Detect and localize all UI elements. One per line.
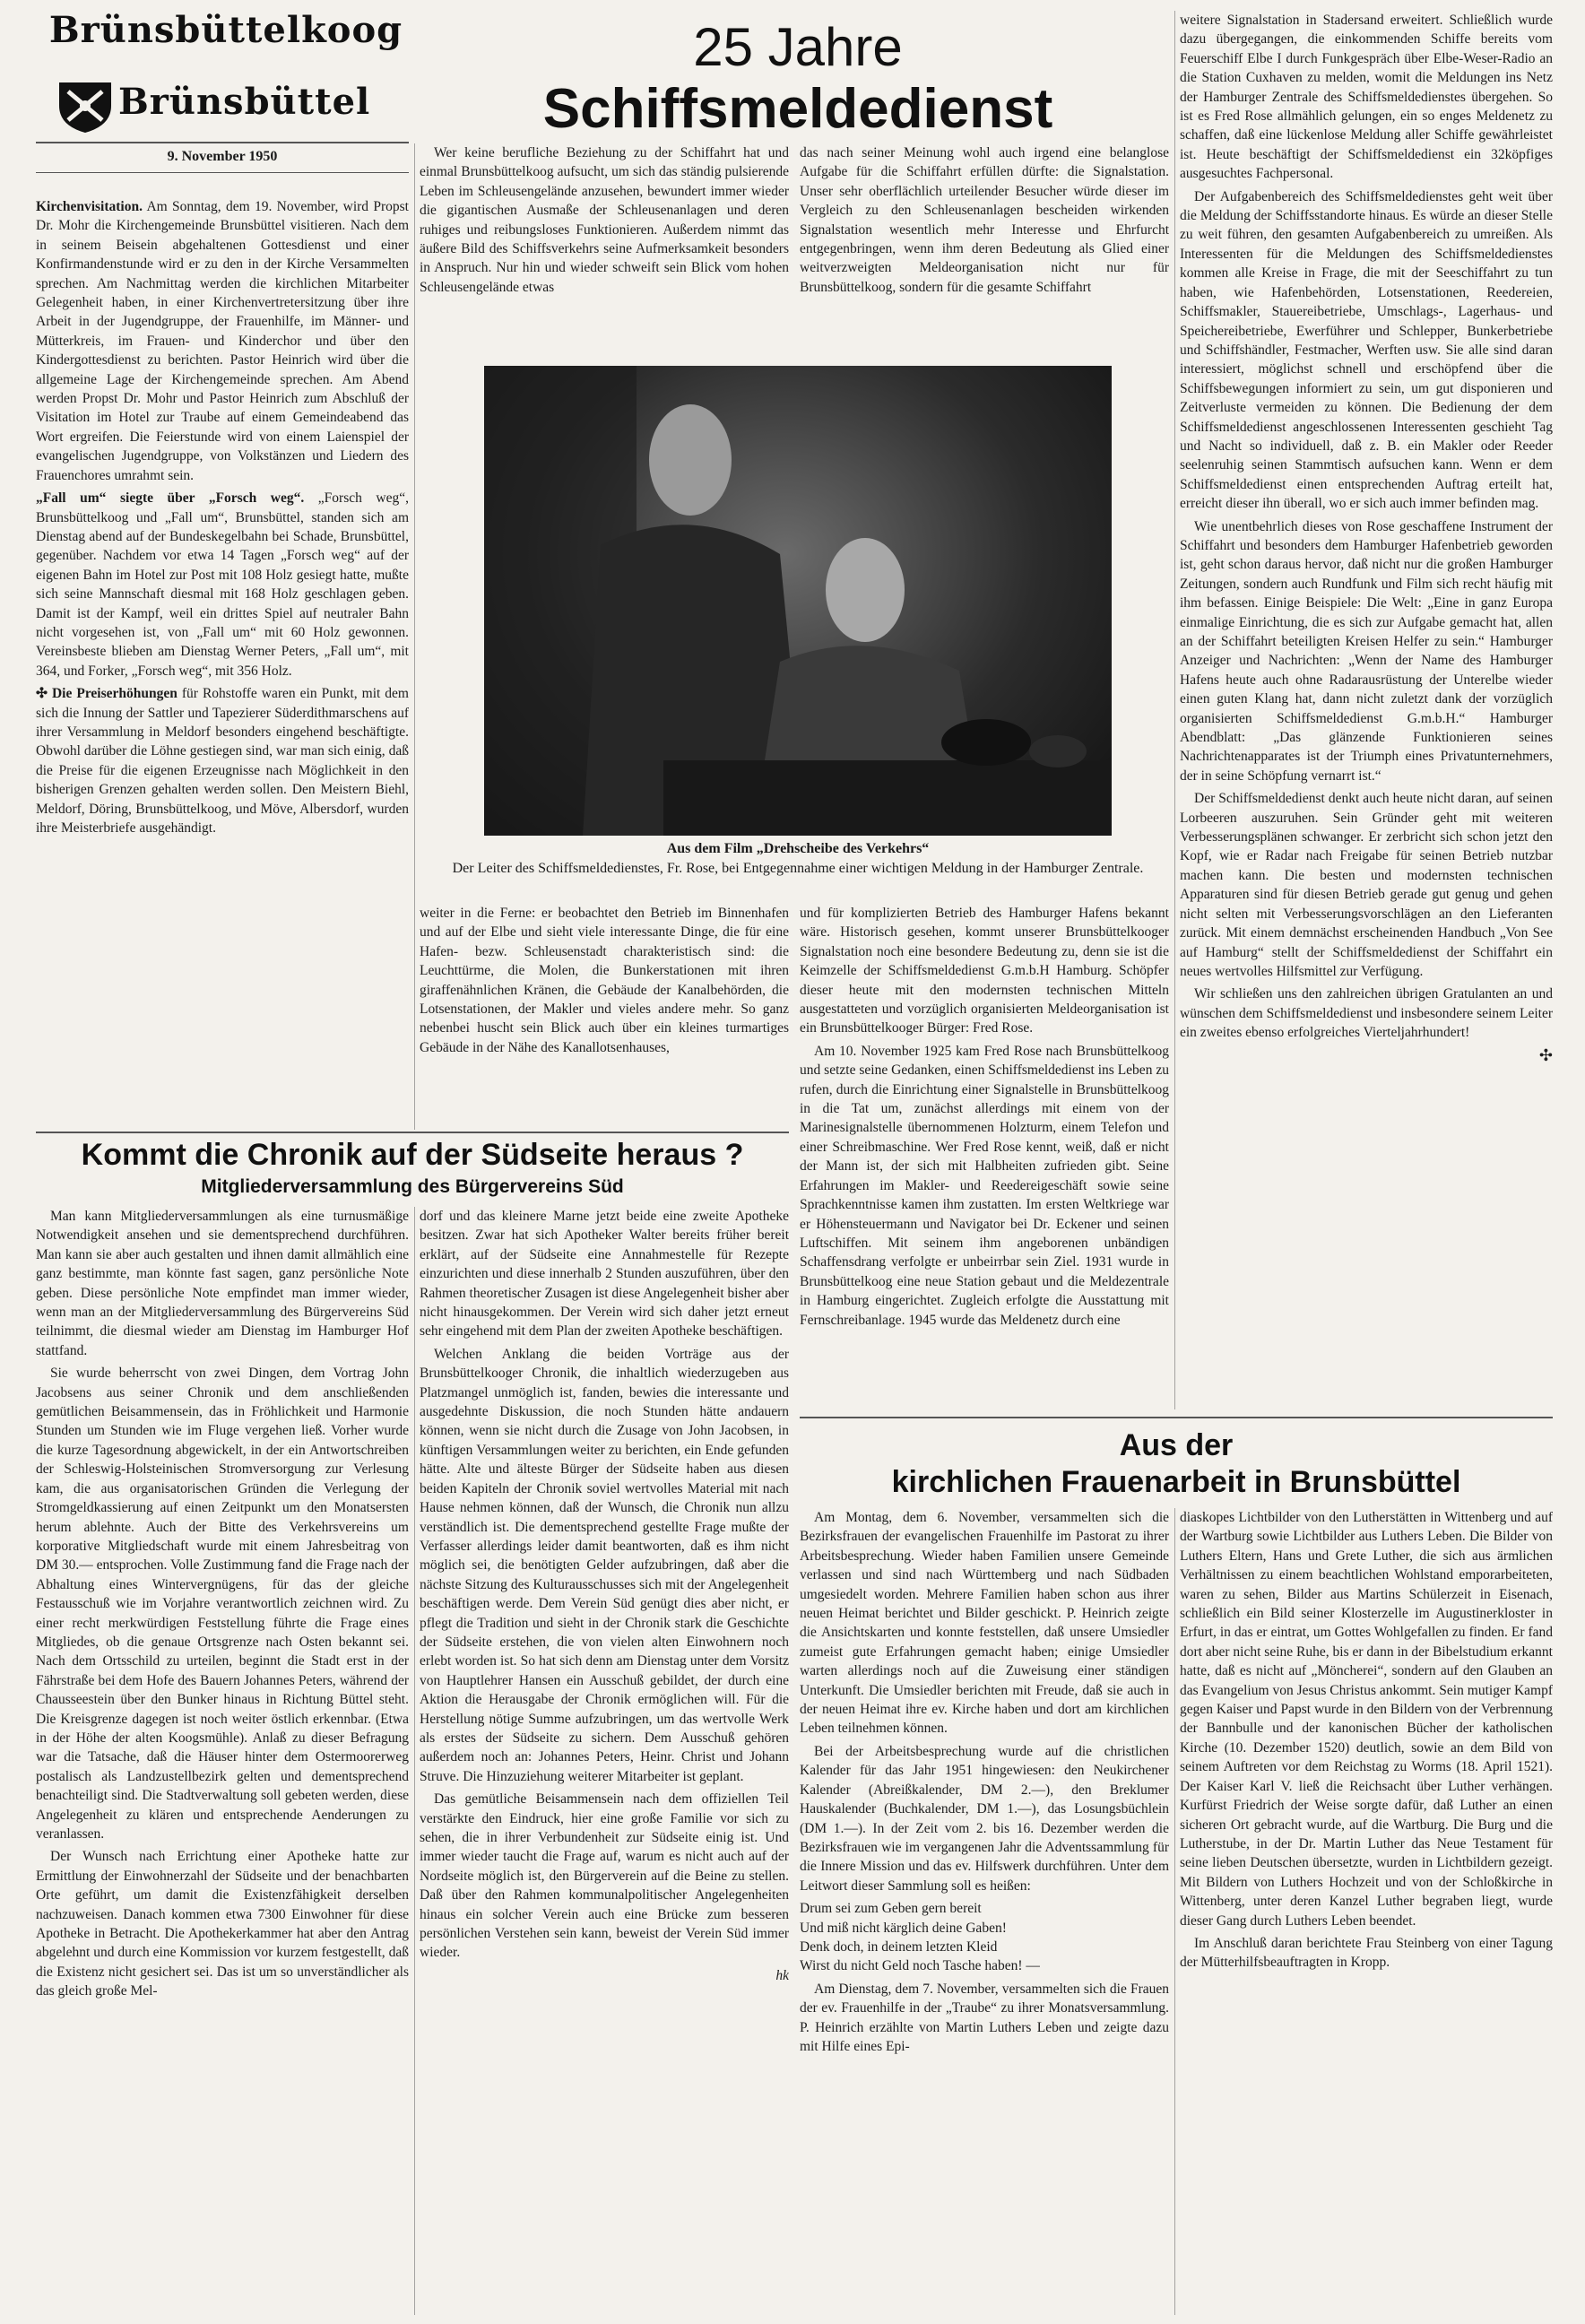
masthead-title: Brünsbüttelkoog [48,9,403,51]
chronik-subhead: Mitgliederversammlung des Bürgervereins Süd [201,1176,624,1197]
feature-col-d [800,904,1169,1388]
crest-icon [54,79,117,134]
chronik-paragraph: Der Wunsch nach Errichtung einer Apotheke hatte zur Ermittlung der Einwohnerzahl der Südseite und der benachbarten Orte geführt, um damit die Existenzfähigkeit derselben nachzuweisen. Danach kommen etwa 7300 Einwohner für diese Apotheke in Betracht. Die Apothekerkammer hat aber den Antrag abgelehnt und durch eine Kommission vor kurzem festgestellt, daß die Existenz nicht gesichert sei. Das ist um so unverständlicher als das gleich große Mel- [36,1849,409,1999]
feature-paragraph: weitere Signalstation in Stadersand erweitert. Schließlich wurde dazu übergegangen, die einkommenden Schiffe bereits vom Feuerschiff Elbe I durch Funkgespräch über Elbe-Weser-Radio an die Station Cuxhaven zu melden, womit die Meldungen ins Netz der Hamburger Zentrale des Schiffsmeldedienstes übergehen. So ist es Fred Rose allmählich gelungen, ein so enges Meldenetz zu schaffen, daß eine lückenlose Meldung aller Schiffe gewährleistet ist. Heute beschäftigt der Schiffsmeldedienst ein 32köpfiges ausgesuchtes Fachpersonal. [1180,13,1553,182]
poem-line: Wirst du nicht Geld noch Tasche haben! — [800,1958,1040,1974]
chronik-paragraph: Welchen Anklang die beiden Vorträge aus der Brunsbüttelkooger Chronik, die inhaltlich wiederzugeben aus Platzmangel unmöglich ist, fanden, bewies die interessante und ausgedehnte Diskussion, die noch Stunden hätte andauern können, wenn sie nicht durch die Zusage von John Jacobsen, in künftigen Versammlungen weiter zu berichten, ein Ende gefunden hätte. Alte und älteste Bürger der Südseite haben aus diesen beiden Kapiteln der Chronik soviel wertvolles Material mit nach Hause nehmen können, daß der Wunsch, die Chronik nun allzu verständlich ist. Die dementsprechend gestellte Frage mußte der Verfasser allerdings leider damit beantworten, daß es ihm nicht möglich sei, die benötigten Gelder aufzubringen, daß aber die nächste Sitzung des Kulturausschusses sich mit der Angelegenheit beschäftigen werde. Dem Verein Süd genügt dies aber nicht, er pflegt die Tradition und sieht in der Chronik stark die Geschichte der Südseite erstehen, die von vielen alten Einwohnern noch erlebt worden ist. So hat sich denn am Dienstag unter dem Vorsitz von Hauptlehrer Hansen ein Ausschuß gebildet, der durch eine Aktion die Herausgabe der Chronik ermöglichen will. Für die Herstellung nötige Summe aufzubringen, um das wertvolle Werk als erstes der Südseite zu sichern. Dem Ausschuß gehören außerdem noch an: Johannes Peters, Heinr. Christ und Johann Struve. Die Hinzuziehung weiterer Mitarbeiter ist geplant. [420,1346,789,1784]
frauen-paragraph: Bei der Arbeitsbesprechung wurde auf die christlichen Kalender für das Jahr 1951 hingewiesen: den Neukirchener Kalender (Abreißkalender, DM 2.—), den Breklumer Hauskalender (Buchkalender, DM 1.—), das Losungsbüchlein (DM 1.—). In der Zeit vom 2. bis 16. Dezember werden die Bezirksfrauen wie im vergangenen Jahr die Adventssammlung für die Innere Mission und das ev. Hilfswerk durchführen. Unter dem Leitwort dieser Sammlung soll es heißen: [800,1743,1169,1894]
feature-paragraph: das nach seiner Meinung wohl auch irgend eine belanglose Aufgabe für die Schiffahrt erfüllen dürfte: die Signalstation. Unser sehr oberflächlich urteilender Besucher würde dieser im Vergleich zu den Schleusenanlagen bescheiden wirkenden Signalstation wesentlich mehr Interesse und Ehrfurcht entgegenbringen, wenn ihm deren Bedeutung als Glied einer weitverzweigten Meldeorganisation nicht nur für Brunsbüttelkoog, sondern für die gesamte Schiffahrt [800,145,1169,295]
column-rule [1174,11,1175,1409]
article-preiserhoehungen: ✣ Die Preiserhöhungen für Rohstoffe waren ein Punkt, mit dem sich die Innung der Sattler und Tapezierer Süderdithmarschens auf ihrer Versammlung in Meldorf besonders eingehend beschäftigte. Obwohl darüber die Löhne gestiegen sind, war man sich einig, daß die Preise für die eigenen Erzeugnisse nach Möglichkeit in den bisherigen Grenzen gehalten werden sollen. Den Meistern Biehl, Meldorf, Döring, Brunsbüttelkoog, und Möve, Albersdorf, wurden ihre Meisterbriefe ausgehändigt. [36,686,409,836]
feature-paragraph: Der Schiffsmeldedienst denkt auch heute nicht daran, auf seinen Lorbeeren auszuruhen. Sein Gründer geht mit weiteren Verbesserungsplänen schwanger. Er zerbricht sich schon jetzt den Kopf, wie er Radar nach Freigabe für seinen Betrieb nutzbar machen kann. Die besten und modernsten technischen Apparaturen sind für diesen Betrieb gerade gut genug und gehen nicht selten mit Verbesserungsvorschlägen an den Lieferanten zurück. Mit einem demnächst erscheinenden Handbuch „Von See auf Hamburg“ stellt der Schiffsmeldedienst der Schiffahrt ein neues wertvolles Hilfsmittel zur Verfügung. [1180,791,1553,979]
chronik-headline: Kommt die Chronik auf der Südseite heraus ? [81,1138,744,1172]
feature-paragraph: und für komplizierten Betrieb des Hamburger Hafens bekannt wäre. Historisch gesehen, kommt unserer Brunsbüttelkooger Signalstation noch eine besondere Bedeutung zu, denn sie ist die Keimzelle der Schiffsmeldedienst G.m.b.H Hamburg. Schöpfer dieser heute mit den modernsten technischen Mitteln ausgestatteten und vorzüglich organisierten Meldeorganisation ist ein Brunsbüttelkooger Bürger: Fred Rose. [800,906,1169,1036]
feature-paragraph: weiter in die Ferne: er beobachtet den Betrieb im Binnenhafen und auf der Elbe und sieht viele interessante Dinge, die für eine Hafen- bezw. Schleusenstadt charakteristisch sind: die Leuchttürme, die Molen, die Bunkerstationen mit ihren giraffenähnlichen Kränen, die Gebäude der Kanalbehörden, die Lotsenstationen, der Makler und vieles andere mehr. So ganz nebenbei huscht sein Blick auch über ein kleines turmartiges Gebäude in der Nähe des Kanallotsenhauses, [420,906,789,1055]
frauen-poem [800,1899,1169,1976]
frauen-paragraph: Am Montag, dem 6. November, versammelten sich die Bezirksfrauen der evangelischen Frauenhilfe im Pastorat zu ihrer Arbeitsbesprechung. Wieder haben Familien unsere Gemeinde verlassen und sind nach Württemberg und nach Südbaden umgesiedelt worden. Mehrere Familien haben schon aus ihrer neuen Heimat berichtet und Bilder geschickt. P. Heinrich zeigte die Ansichtskarten und konnte feststellen, daß unsere Umsiedler zumeist gute Erfahrungen gemacht haben; einige Umsiedler warten allerdings noch auf die Zuweisung einer ständigen Unterkunft. Die Umsiedler berichten mit Freude, daß sie auch in der neuen Heimat ihre ev. Kirche haben und dort am kirchlichen Leben teilnehmen können. [800,1510,1169,1737]
feature-paragraph: Am 10. November 1925 kam Fred Rose nach Brunsbüttelkoog und setzte seine Gedanken, einen Schiffsmeldedienst ins Leben zu rufen, durch die Einrichtung einer Signalstelle in Brunsbüttelkoog in die Tat um, zunächst allerdings mit einem von der Marinesignalstelle übernommenen Holzturm, einem Telefon und einer Schreibmaschine. Wer Fred Rose kennt, weiß, daß er nicht der Mann ist, der sich mit Halbheiten zufrieden gibt. Seine Erfahrungen im Makler- und Reedereigeschäft sowie seine Sprachkenntnisse kamen ihm zustatten. Im ersten Weltkriege war er Höhensteuermann und Navigator bei Dr. Eckener und seinen Luftschiffen. Mit seinem ihm angeborenen unbändigen Schaffensdrang verfolgte er unbeirrbar sein Ziel. 1931 wurde in Brunsbüttelkoog eine neue Station gebaut und die Meldezentrale in Hamburg eingerichtet. Zugleich erfolgte die Ausstattung mit Fernschreibanlage. 1945 wurde das Meldenetz durch eine [800,1043,1169,1328]
feature-end-mark: ✣ [1538,1045,1553,1064]
frauen-paragraph: Am Dienstag, dem 7. November, versammelten sich die Frauen der ev. Frauenhilfe in der „Traube“ zu ihrer Monatsversammlung. P. Heinrich erzählte von Martin Luthers Leben und zeigte dazu mit Hilfe eines Epi- [800,1981,1169,2054]
chronik-col-b [420,1207,789,2315]
caption-title: Aus dem Film „Drehscheibe des Verkehrs“ [666,841,930,856]
feature-headline [421,18,1174,142]
poem-line: Denk doch, in deinem letzten Kleid [800,1938,998,1955]
chronik-paragraph: Sie wurde beherrscht von zwei Dingen, dem Vortrag John Jacobsens aus seiner Chronik und dem anschließenden gemütlichen Beisammensein, das in Fröhlichkeit und Harmonie Stunden um Stunden wie im Fluge vergehen ließ. Vorher wurde die kurze Tagesordnung abgewickelt, in der ein Antwortschreiben der Schleswig-Holsteinischen Stromversorgung zur Verlesung kam, die aus organisatorischen Gründen die Verlegung der Stromgeldkassierung auf einen Zeitpunkt um den Monatsersten herum ablehnte. Auch der Bitte des Verkehrsvereins um korporative Mitgliedschaft wurde mit einem Jahresbeitrag von DM 30.— entsprochen. Volle Zustimmung fand die Frage nach der Abhaltung eines Wintervergnügens, für das der gleiche Festausschuß wie im Vorjahre verantwortlich zeichnen wird. Zu einer recht merkwürdigen Feststellung führte die Frage eines Mitgliedes, ob die genaue Ortsgrenze nach Osten bekannt sei. Nach dem Ortsschild zu urteilen, beginnt die Stadt erst in der Fährstraße bei dem Hofe des Bauern Johannes Peters, während der Chausseestein über den Bunker hinaus in Richtung Büttel steht. Die Kreisgrenze dagegen ist noch weiter östlich erkennbar. (Etwa in der Höhe der alten Koogsmühle). Anlaß zu dieser Befragung war die Tatsache, daß die Häuser hinter dem Ostermoorerweg postalisch als Landzustellbezirk gelten und dementsprechend benachteiligt sind. Die Stadtverwaltung soll gebeten werden, diese Angelegenheit zu klären und entsprechende Aenderungen zu veranlassen. [36,1366,409,1842]
feature-col-a [420,143,789,351]
column-rule [1174,1508,1175,2315]
chronik-paragraph: dorf und das kleinere Marne jetzt beide eine zweite Apotheke besitzen. Zwar hat sich Apotheker Walter bereits früher bereit erklärt, auf der Südseite eine Annahmestelle für Rezepte einzurichten und diese innerhalb 2 Stunden auszuführen, über den Rahmen theoretischer Zusagen ist diese Angelegenheit bisher aber nicht hinausgekommen. Der Verein wird sich daher jetzt erneut sehr eingehend mit dem Plan der zweiten Apotheke beschäftigen. [420,1209,789,1340]
feature-col-c [420,904,789,1112]
feature-paragraph: Der Aufgabenbereich des Schiffsmeldedienstes geht weit über die Meldung der Schiffsstandorte hinaus. Es würde an dieser Stelle zu weit führen, den gesamten Aufgabenbereich zu umreißen. Als Interessenten für die Meldungen des Schiffsmeldedienstes kommen alle Kreise in Frage, die mit der Seeschiffahrt zu tun haben, wie Hafenbehörden, Lotsenstationen, Reedereien, Schiffsmakler, Stauereibetriebe, Umschlags-, Lagerhaus- und Speichereibetriebe, Ewerführer und Schlepper, Bunkerbetriebe und Schiffshändler, Festmacher, Werften usw. Sie alle sind daran interessiert, möglichst schnell und erschöpfend über die Schiffsbewegungen informiert zu sein, um gut disponieren und Zeitverluste vermeiden zu können. Die Bedienung der dem Schiffsmeldedienst angeschlossenen Interessenten geschieht Tag und Nacht so individuell, daß z. B. ein Makler oder Reeder seelenruhig seinen Stammtisch aufsuchen kann. Wenn er dem Schiffsmeldedienst einen entsprechenden Auftrag erteilt hat, erreicht dieser ihn überall, wo er sich auch immer befinden mag. [1180,188,1553,512]
feature-photo [484,366,1112,836]
chronik-paragraph: Man kann Mitgliederversammlungen als eine turnusmäßige Notwendigkeit ansehen und sie dementsprechend durchführen. Man kann sie aber auch gestalten und ihnen damit allmählich eine ganz bestimmte, man könnte fast sagen, ganz persönliche Note geben. Diese persönliche Note empfindet man immer wieder, wenn man an der Mitgliederversammlung des Bürgervereins Süd teilnimmt, die diesmal wieder am Dienstag im Hamburger Hof stattfand. [36,1209,409,1358]
masthead-divider [36,142,409,143]
feature-paragraph: Wie unentbehrlich dieses von Rose geschaffene Instrument der Schiffahrt und besonders dem Hamburger Hafenbetrieb geworden ist, geht schon daraus hervor, daß nicht nur die großen Hamburger Zeitungen, sondern auch Rundfunk und Film sich recht häufig mit ihm befassen. Einige Beispiele: Die Welt: „Eine in ganz Europa einmalige Einrichtung, die es sich zur Aufgabe gemacht hat, allen an der Schiffahrt beteiligten Kreisen Helfer zu sein.“ Hamburger Anzeiger und Nachrichten: „Wenn der Name des Hamburger Hafens heute auch ohne Radarausrüstung der Unterelbe wieder einen guten Klang hat, dann nicht zuletzt dank der vorzüglich organisierten Schiffsmeldedienst G.m.b.H.“ Hamburger Abendblatt: „Das glänzende Funktionieren seines Nachrichtenapparates ist der Triumph eines Privatunternehmers, der in seine Schöpfung vernarrt ist.“ [1180,518,1553,784]
article-kegeln: „Fall um“ siegte über „Forsch weg“. „Forsch weg“, Brunsbüttelkoog und „Fall um“, Brunsbüttel, standen sich am Dienstag abend auf der Bundeskegelbahn bei Schade, Brunsbüttel, gegenüber. Nachdem vor etwa 14 Tagen „Forsch weg“ auf der eigenen Bahn im Hotel zur Post mit 108 Holz gesiegt hatte, mußte sich seine Mannschaft diesmal mit 168 Holz geschlagen geben. Damit ist der Kampf, weil ein drittes Spiel auf neutraler Bahn nicht vorgesehen ist, von „Fall um“ mit 60 Holz gewonnen. Vereinsbeste blieben am Dienstag Werner Peters, „Fall um“, mit 364, und Forker, „Forsch weg“, mit 356 Holz. [36,490,409,679]
frauen-col-b [1180,1508,1553,2315]
column-rule [414,143,415,1130]
feature-col-e [1180,11,1553,1405]
frauen-paragraph: Im Anschluß daran berichtete Frau Steinberg von einer Tagung der Mütterhilfsbeauftragten in Kropp. [1180,1935,1553,1971]
frauen-headline [800,1427,1553,1501]
article-kirchenvisitation: Kirchenvisitation. Am Sonntag, dem 19. November, wird Propst Dr. Mohr die Kirchengemeinde Brunsbüttel visitieren. Nach dem in seinem Beisein abgehaltenen Gottesdienst und einer Konfirmandenstunde wird er zu den in der Kirche Versammelten sprechen. Am Nachmittag werden die kirchlichen Mitarbeiter Gelegenheit haben, in einer Kirchenvertretersitzung über ihre Arbeit in der Jugendgruppe, der Frauenhilfe, im Männer- und Mütterkreis, im Frauen- und Kinderchor und über den Kindergottesdienst zu berichten. Pastor Heinrich wird über die allgemeine Lage der Kirchengemeinde sprechen. Am Abend werden Propst Dr. Mohr und Pastor Heinrich zum Abschluß der Visitation im Hotel zur Traube auf einem Gemeindeabend das Wort ergreifen. Die Feierstunde wird von einem Laienspiel der evangelischen Jugendgruppe, von Volkstänzen und Liedern des Frauenchores umrahmt sein. [36,199,409,483]
section-divider [36,1132,789,1133]
feature-paragraph: Wer keine berufliche Beziehung zu der Schiffahrt hat und einmal Brunsbüttelkoog aufsucht, um sich das ständig pulsierende Leben im Schleusengelände anzusehen, bewundert immer wieder die gigantischen Ausmaße der Schleusenanlagen und deren ruhiges und reibungsloses Funktionieren. Außerdem nimmt das äußere Bild des Schiffsverkehrs seine Aufmerksamkeit besonders in Anspruch. Nur hin und wieder schweift sein Blick vom hohen Schleusengelände etwas [420,145,789,295]
masthead-divider-lower [36,172,409,173]
section-divider-right [800,1417,1553,1418]
chronik-col-a [36,1207,409,2315]
frauen-headline-line1: Aus der [1119,1428,1234,1462]
frauen-col-a [800,1508,1169,2315]
poem-line: Und miß nicht kärglich deine Gaben! [800,1920,1007,1936]
issue-date: 9. November 1950 [167,149,278,164]
caption-text: Der Leiter des Schiffsmeldedienstes, Fr. Rose, bei Entgegennahme einer wichtigen Meldung in der Hamburger Zentrale. [452,861,1144,876]
frauen-headline-line2: kirchlichen Frauenarbeit in Brunsbüttel [891,1465,1461,1499]
feature-headline-line2: Schiffsmeldedienst [542,78,1053,140]
column-rule [414,1207,415,2315]
feature-paragraph: Wir schließen uns den zahlreichen übrigen Gratulanten an und wünschen dem Schiffsmeldedienst und insbesondere seinem Leiter ein zweites ebenso erfolgreiches Vierteljahrhundert! [1180,986,1553,1041]
feature-headline-line1: 25 Jahre [693,17,903,77]
feature-col-b [800,143,1169,351]
chronik-signoff: hk [775,1967,789,1983]
feature-photo-caption [448,839,1148,879]
chronik-paragraph: Das gemütliche Beisammensein nach dem offiziellen Teil verstärkte den Eindruck, hier eine große Familie vor sich zu sehen, die in ihrer Verbundenheit zur Südseite einig ist. Und immer wieder taucht die Frage auf, warum es nicht auch auf der Nordseite möglich ist, den Bürgerverein auf die Beine zu stellen. Daß über den Rahmen kommunalpolitischer Angelegenheiten hinaus ein solcher Verein auch eine Brücke zum besseren persönlichen Verstehen sein kann, beweist der Verein Süd immer wieder. [420,1791,789,1961]
frauen-paragraph: diaskopes Lichtbilder von den Lutherstätten in Wittenberg und auf der Wartburg sowie Lichtbilder aus Luthers Leben. Die Bilder von Luthers Eltern, Hans und Grete Luther, die sich aus ärmlichen Verhältnissen zu einem beachtlichen Wohlstand emporarbeiteten, waren zu sehen, Bilder aus Martins Schülerzeit in Eisenach, schließlich ein Bild seiner Klosterzelle im Augustinerkloster in Erfurt, in das er eintrat, um Gottes Wohlgefallen zu finden. Er fand dort aber nicht seine Ruhe, bis er dann in der Bibelstudium erkannt hatte, daß es nicht auf „Möncherei“, sondern auf den Glauben an das Evangelium von Jesus Christus ankommt. Sein mutiger Kampf gegen Kaiser und Papst wurde in den Bildern von der Verbrennung der Bannbulle und der kanonischen Bücher der katholischen Kirche (10. Dezember 1520) deutlich, sowie an dem Bild von seinem Auftreten vor dem Reichstag zu Worms (18. April 1521). Der Kaiser Karl V. ließ die Reichsacht über Luther verhängen. Kurfürst Friedrich der Weise sorgte dafür, daß Luther an einen sicheren Ort gebracht wurde, auf die Wartburg. Die Burg und die Lutherstube, in der Dr. Martin Luther das Neue Testament für seine lieben Deutschen übersetzte, wurden in Lichtbildern gezeigt. Mit Bildern von Luthers Hochzeit und von der Schloßkirche in Wittenberg, unter deren Kanzel Luther begraben liegt, wurde dieser Gang durch Luthers Leben beendet. [1180,1510,1553,1929]
left-column [36,197,409,1130]
poem-line: Drum sei zum Geben gern bereit [800,1901,982,1917]
masthead-subtitle: Brünsbüttel [118,81,371,123]
